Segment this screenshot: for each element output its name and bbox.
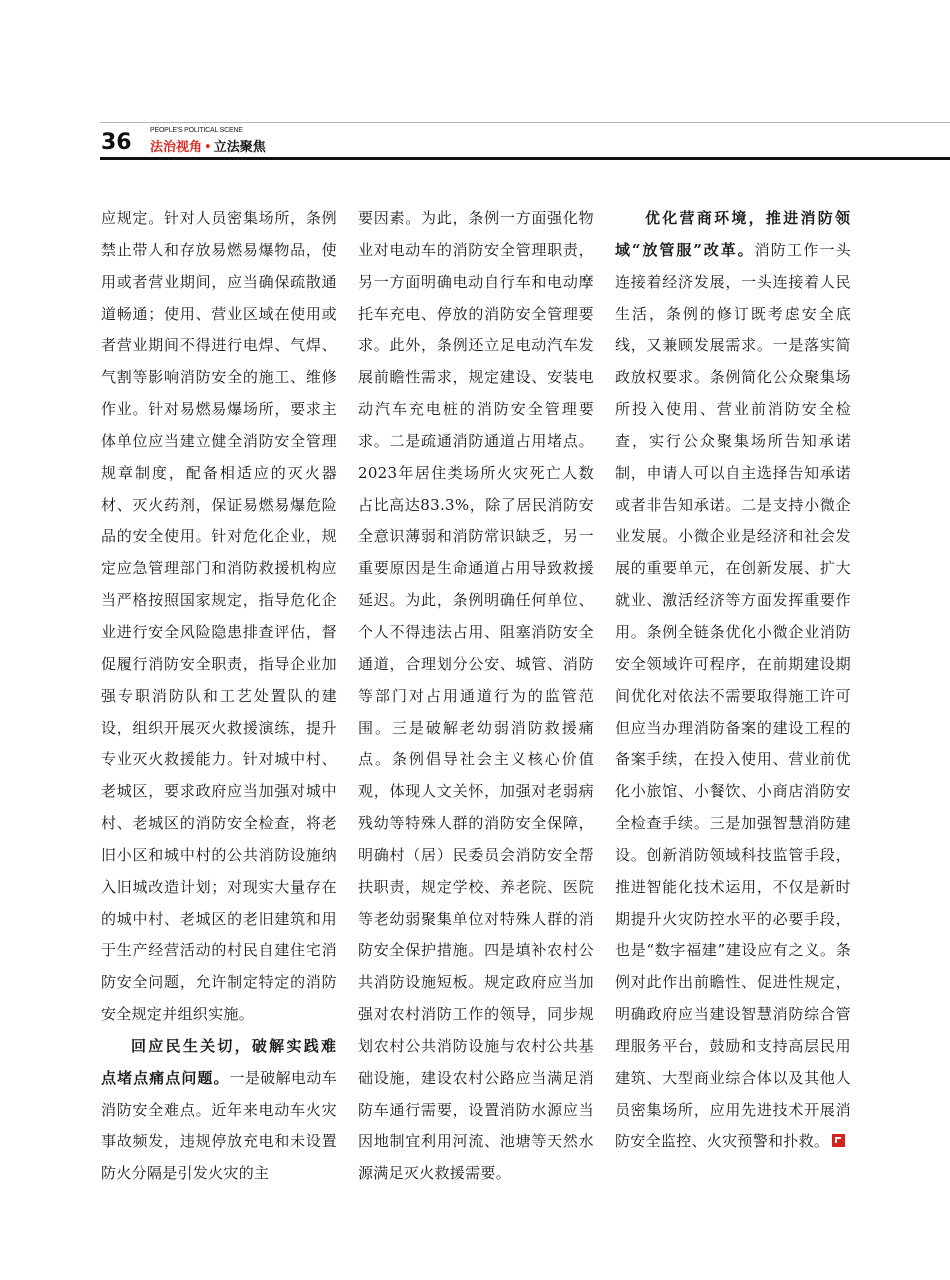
paragraph-body: 消防工作一头连接着经济发展，一头连接着人民生活，条例的修订既考虑安全底线，又兼顾发展需求。一是落实简政放权要求。条例简化公众聚集场所投入使用、营业前消防安全检查，实行公众聚集场所告知承诺制，申请人可以自主选择告知承诺或者非告知承诺。二是支持小微企业发展。小微企业是经济和社会发展的重要单元，在创新发展、扩大就业、激活经济等方面发挥重要作用。条例全链条优化小微企业消防安全领域许可程序，在前期建设期间优化对依法不需要取得施工许可但应当办理消防备案的建设工程的备案手续，在投入使用、营业前优化小旅馆、小餐饮、小商店消防安全检查手续。三是加强智慧消防建设。创新消防领域科技监管手段，推进智能化技术运用，不仅是新时期提升火灾防控水平的必要手段，也是“数字福建”建设应有之义。条例对此作出前瞻性、促进性规定，明确政府应当建设智慧消防综合管理服务平台，鼓励和支持高层民用建筑、大型商业综合体以及其他人员密集场所，应用先进技术开展消防安全监控、火灾预警和扑救。 <box>615 240 851 1151</box>
header-top-rule <box>100 122 950 123</box>
section-title <box>150 139 266 157</box>
paragraph <box>615 203 851 1158</box>
paragraph-lead: 回应民生关切，破解实践难点堵点痛点问题。 <box>101 1036 337 1087</box>
paragraph: 应规定。针对人员密集场所，条例禁止带人和存放易燃易爆物品，使用或者营业期间，应当确保疏散通道畅通；使用、营业区域在使用或者营业期间不得进行电焊、气焊、气割等影响消防安全的施工、维修作业。针对易燃易爆场所，要求主体单位应当建立健全消防安全管理规章制度，配备相适应的灭火器材、灭火药剂，保证易燃易爆危险品的安全使用。针对危化企业，规定应急管理部门和消防救援机构应当严格按照国家规定，指导危化企业进行安全风险隐患排查评估，督促履行消防安全职责，指导企业加强专职消防队和工艺处置队的建设，组织开展灭火救援演练，提升专业灭火救援能力。针对城中村、老城区，要求政府应当加强对城中村、老城区的消防安全检查，将老旧小区和城中村的公共消防设施纳入旧城改造计划；对现实大量存在的城中村、老城区的老旧建筑和用于生产经营活动的村民自建住宅消防安全问题，允许制定特定的消防安全规定并组织实施。 <box>101 209 337 1024</box>
magazine-english-title: PEOPLE'S POLITICAL SCENE <box>150 127 243 134</box>
article-column-3 <box>615 203 851 1158</box>
end-of-article-icon <box>832 1134 845 1147</box>
section-separator: • <box>204 140 212 155</box>
section-main-label: 法治视角 <box>150 140 203 155</box>
paragraph-lead: 优化营商环境，推进消防领域“放管服”改革。 <box>615 209 851 259</box>
header-bottom-rule <box>100 157 950 160</box>
paragraph <box>101 1031 337 1190</box>
article-column-1 <box>101 203 337 1190</box>
paragraph: 要因素。为此，条例一方面强化物业对电动车的消防安全管理职责，另一方面明确电动自行车和电动摩托车充电、停放的消防安全管理要求。此外，条例还立足电动汽车发展前瞻性需求，规定建设、安装电动汽车充电桩的消防安全管理要求。二是疏通消防通道占用堵点。2023年居住类场所火灾死亡人数占比高达83.3%，除了居民消防安全意识薄弱和消防常识缺乏，另一重要原因是生命通道占用导致救援延迟。为此，条例明确任何单位、个人不得违法占用、阻塞消防安全通道，合理划分公安、城管、消防等部门对占用通道行为的监管范围。三是破解老幼弱消防救援痛点。条例倡导社会主义核心价值观，体现人文关怀，加强对老弱病残幼等特殊人群的消防安全保障，明确村（居）民委员会消防安全帮扶职责，规定学校、养老院、医院等老幼弱聚集单位对特殊人群的消防安全保护措施。四是填补农村公共消防设施短板。规定政府应当加强对农村消防工作的领导，同步规划农村公共消防设施与农村公共基础设施，建设农村公路应当满足消防车通行需要，设置消防水源应当因地制宜利用河流、池塘等天然水源满足灭火救援需要。 <box>358 209 594 1183</box>
article-column-2 <box>358 203 594 1190</box>
section-sub-label: 立法聚焦 <box>213 140 266 155</box>
page-number: 36 <box>101 130 132 155</box>
paragraph-body: 一是破解电动车消防安全难点。近年来电动车火灾事故频发，违规停放充电和未设置防火分隔是引发火灾的主 <box>101 1068 337 1183</box>
